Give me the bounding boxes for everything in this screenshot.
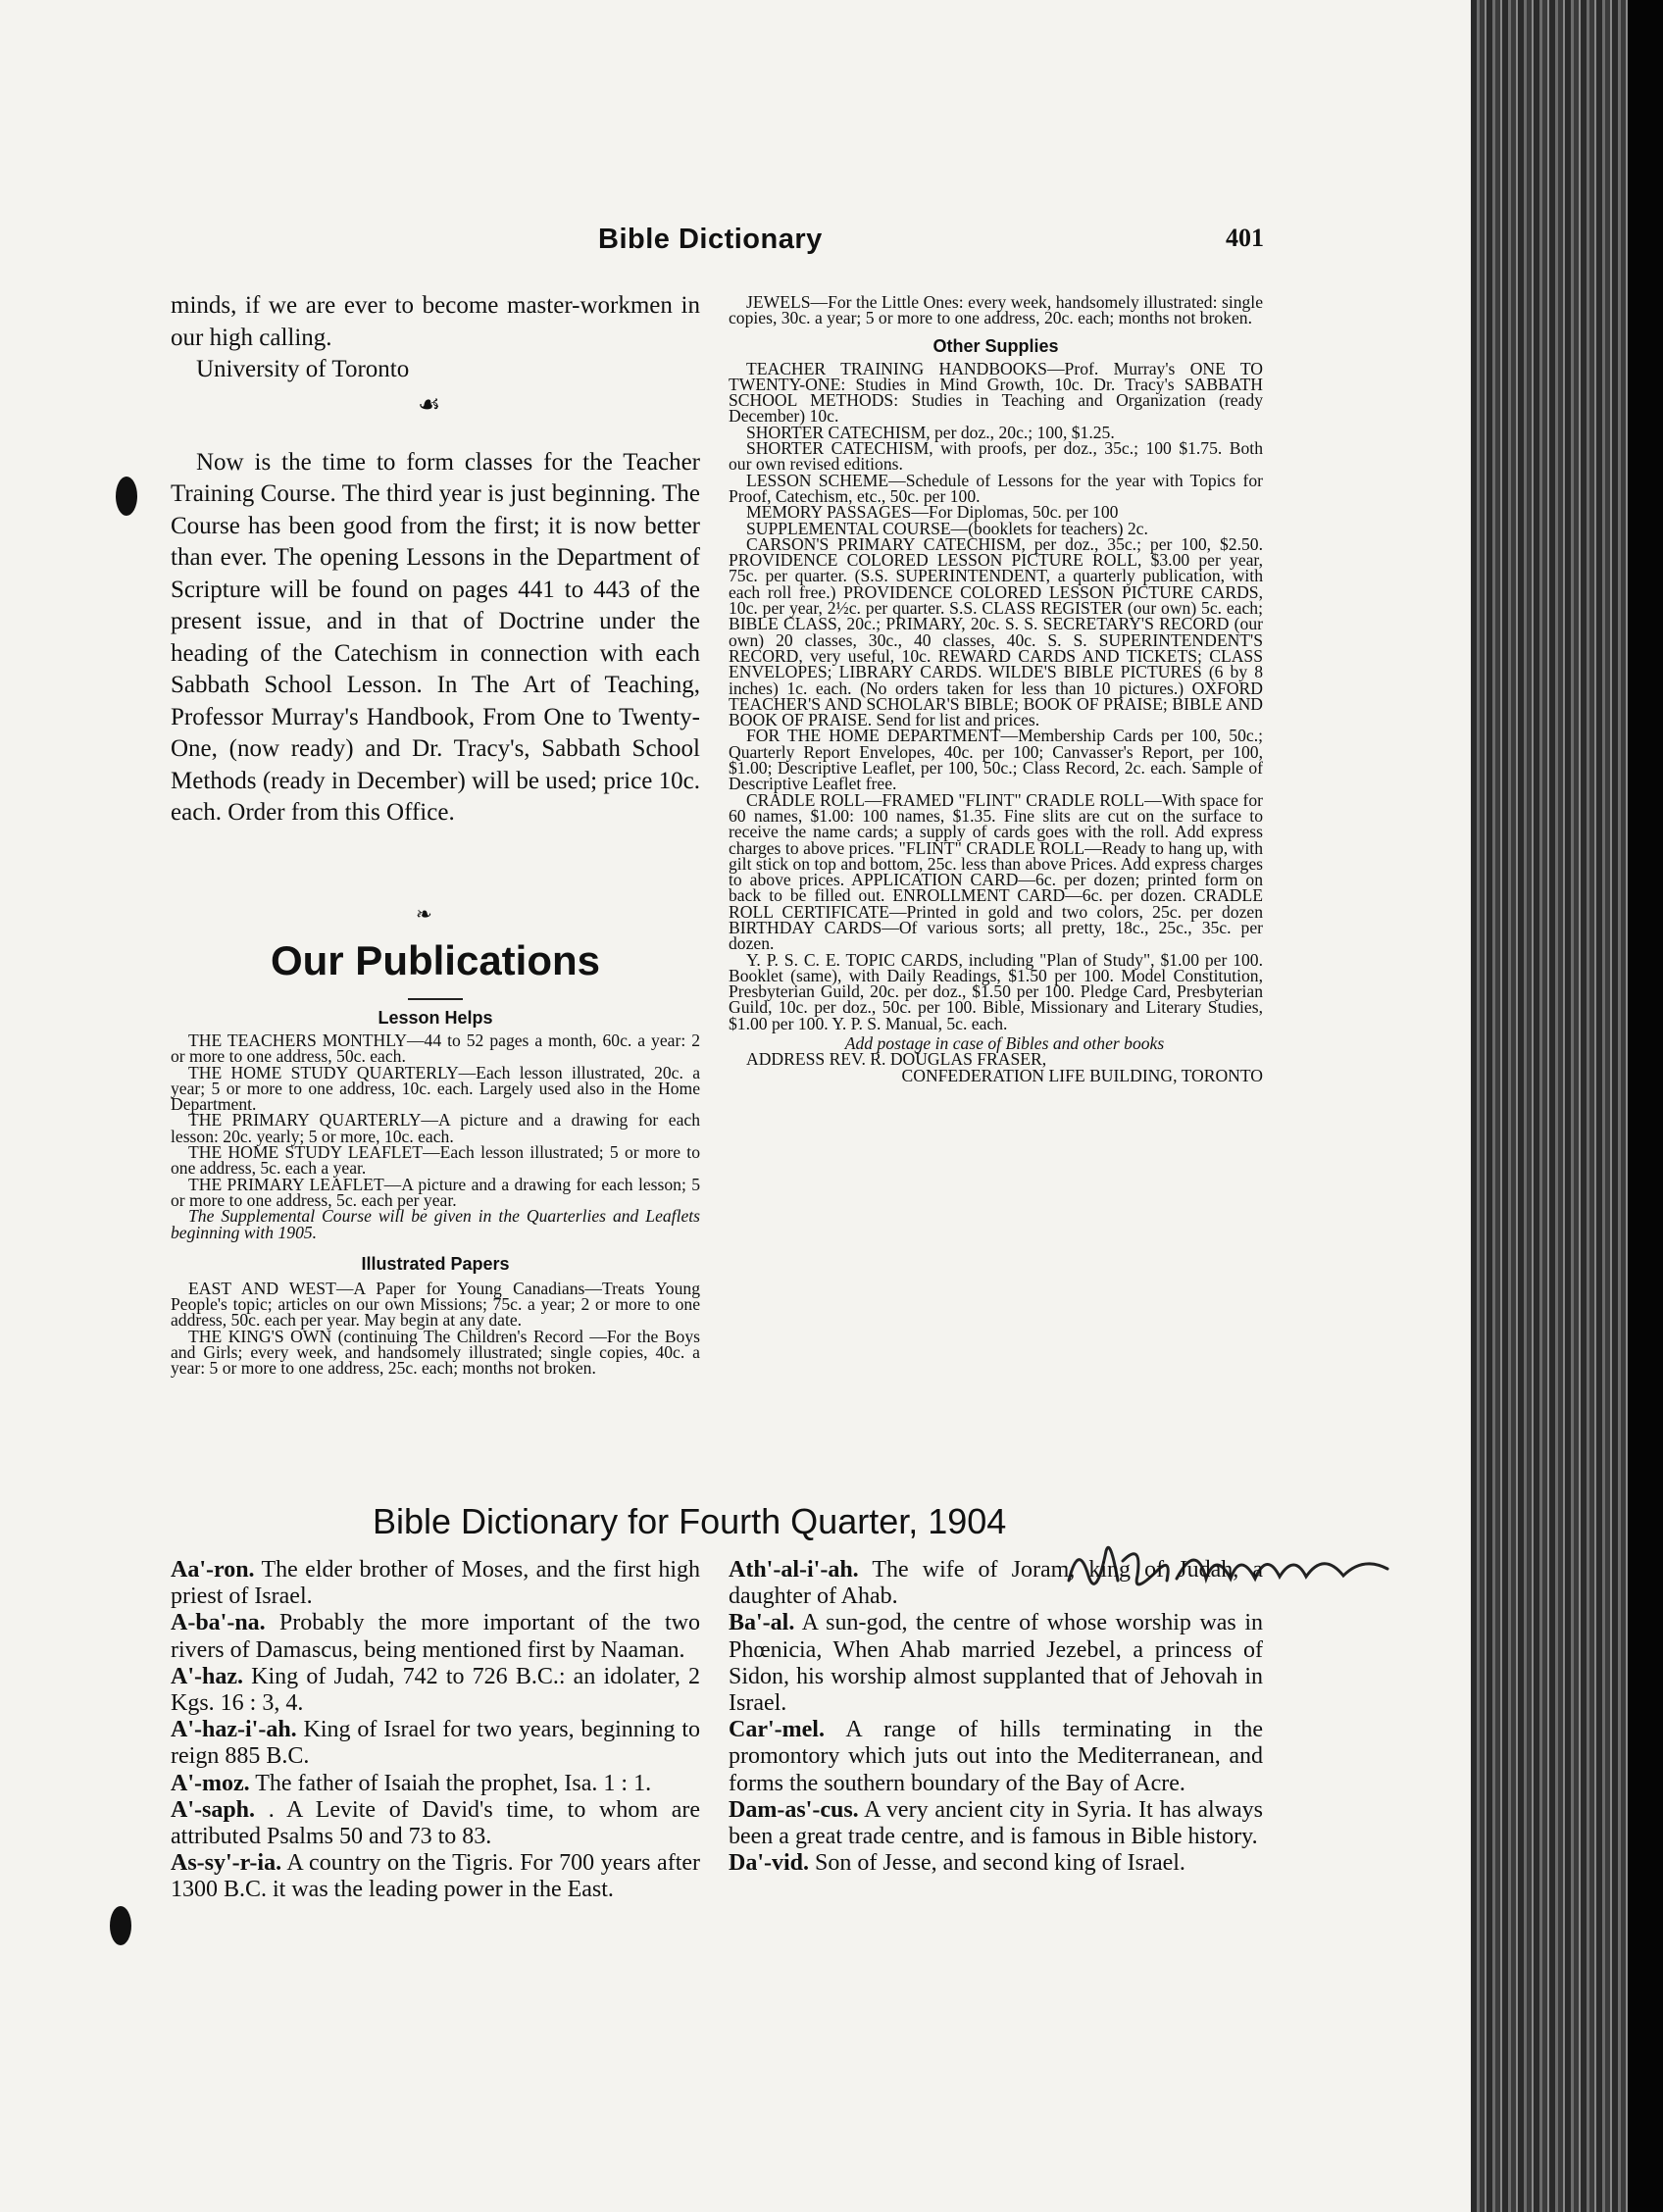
dictionary-entry: A'-haz-i'-ah. King of Israel for two years, beginning to reign 885 B.C. — [171, 1717, 700, 1770]
address-line: CONFEDERATION LIFE BUILDING, TORONTO — [901, 1065, 1263, 1085]
continuation-text: minds, if we are ever to become master-workmen in our high calling. — [171, 292, 700, 351]
dictionary-entry: Ba'-al. A sun-god, the centre of whose worship was in Phœnicia, When Ahab married Jezebel, a princess of Sidon, his worship almost supplanted that of Jehovah in Israel. — [729, 1610, 1263, 1717]
binding-hole — [110, 1906, 131, 1945]
dictionary-title: Bible Dictionary for Fourth Quarter, 1904 — [373, 1501, 1007, 1541]
list-item: LESSON SCHEME—Schedule of Lessons for the year with Topics for Proof, Catechism, etc., 50c. per 100. — [729, 470, 1263, 506]
list-item: TEACHER TRAINING HANDBOOKS—Prof. Murray's ONE TO TWENTY-ONE: Studies in Mind Growth, 10c. Dr. Tracy's SABBATH SCHOOL METHODS: Studies in Teaching and Organization (ready December) 10c. — [729, 358, 1263, 427]
dictionary-entry: Ath'-al-i'-ah. The wife of Joram, king of Judah, a daughter of Ahab. — [729, 1557, 1263, 1610]
publications-title: Our Publications — [270, 937, 601, 983]
list-item: Y. P. S. C. E. TOPIC CARDS, including "Plan of Study", $1.00 per 100. Booklet (same), with Daily Readings, $1.50 per 100. Model Constitution, Presbyterian Guild, 20c. per doz., $1.50 per 100. Pledge Card, Presbyterian Guild, 10c. per doz., 50c. per 100. Bible, Missionary and Literary Studies, $1.00 per 100. Y. P. S. Manual, 5c. each. — [729, 949, 1263, 1033]
list-item: THE HOME STUDY QUARTERLY—Each lesson illustrated, 20c. a year; 5 or more to one address, 10c. each. Largely used also in the Home Department. — [171, 1062, 700, 1115]
dictionary-entry: Da'-vid. Son of Jesse, and second king of Israel. — [729, 1850, 1185, 1877]
list-item: FOR THE HOME DEPARTMENT—Membership Cards per 100, 50c.; Quarterly Report Envelopes, 40c. per 100; Canvasser's Report, per 100, $1.00; Descriptive Leaflet, per 100, 50c.; Class Record, 2c. each. Sample of Descriptive Leaflet free. — [729, 726, 1263, 794]
running-header: Bible Dictionary — [598, 224, 823, 255]
dictionary-entry: Aa'-ron. The elder brother of Moses, and the first high priest of Israel. — [171, 1557, 700, 1610]
lesson-helps-list — [171, 1032, 700, 1240]
postage-note: Add postage in case of Bibles and other books — [844, 1033, 1165, 1054]
publications-section: ❧ Our Publications Lesson Helps THE TEACHERS MONTHLY—44 to 52 pages a month, 60c. a year: 2 or more to one address, 50c. each. THE HOME STUDY QUARTERLY—Each lesson illustrated, 20c. a year; 5 or more to one address, 10c. each. Largely used also in the Home Department. THE PRIMARY QUARTERLY—A picture and a drawing for each lesson: 20c. yearly; 5 or more, 10c. each. THE HOME STUDY LEAFLET—Each lesson illustrated; 5 or more to one address, 5c. each a year. THE PRIMARY LEAFLET—A picture and a drawing for each lesson; 5 or more to one address, 5c. each per year. The Supplemental Course will be given in the Quarterlies and Leaflets beginning with 1905. Illustrated Papers EAST AND WEST—A Paper for Young Canadians—Treats Young People's topic; articles on our own Missions; 75c. a year; 2 or more to one address, 50c. each per year. May begin at any date. THE KING'S OWN (continuing The Children's Record —For the Boys and Girls; every week, and handsomely illustrated; single copies, 40c. a year: 5 or more to one address, 25c. each; months not broken. — [171, 904, 700, 1379]
page-number: 401 — [1226, 224, 1264, 252]
list-item: THE HOME STUDY LEAFLET—Each lesson illustrated; 5 or more to one address, 5c. each a year. — [171, 1142, 700, 1179]
list-item: JEWELS—For the Little Ones: every week, handsomely illustrated: single copies, 30c. a year; 5 or more to one address, 20c. each; months not broken. — [729, 292, 1263, 328]
list-item: The Supplemental Course will be given in the Quarterlies and Leaflets beginning with 1905. — [171, 1206, 700, 1242]
left-column-top — [171, 290, 700, 830]
list-item: SHORTER CATECHISM, per doz., 20c.; 100, $1.25. — [746, 422, 1115, 442]
ornament: ☙ — [418, 389, 441, 419]
illustrated-papers-list — [171, 1278, 700, 1379]
other-supplies-list — [729, 358, 1263, 1085]
dictionary-left-column — [171, 1557, 700, 1904]
list-item: CRADLE ROLL—FRAMED "FLINT" CRADLE ROLL—With space for 60 names, $1.00: 100 names, $1.35. Fine slits are cut on the surface to receive the name cards; a supply of cards goes with the roll. Add express charges to above prices. "FLINT" CRADLE ROLL—Ready to hang up, with gilt stick on top and bottom, 25c. less than above Prices. Add express charges to above prices. APPLICATION CARD—6c. per dozen; printed form on back to be filled out. ENROLLMENT CARD—6c. per dozen. CRADLE ROLL CERTIFICATE—Printed in gold and two colors, 25c. per dozen BIRTHDAY CARDS—Of various sorts; all pretty, 18c., 25c., 35c. per dozen. — [729, 789, 1263, 954]
list-item: THE TEACHERS MONTHLY—44 to 52 pages a month, 60c. a year: 2 or more to one address, 50c. each. — [171, 1031, 700, 1067]
dictionary-entry: A'-haz. King of Judah, 742 to 726 B.C.: an idolater, 2 Kgs. 16 : 3, 4. — [171, 1663, 701, 1717]
list-item: CARSON'S PRIMARY CATECHISM, per doz., 35c.; per 100, $2.50. PROVIDENCE COLORED LESSON PICTURE ROLL, $3.00 per year, 75c. per quarter. (S.S. SUPERINTENDENT, a quarterly publication, with each roll free.) PROVIDENCE COLORED LESSON PICTURE CARDS, 10c. per year, 2½c. per quarter. S.S. CLASS REGISTER (our own) 5c. each; BIBLE CLASS, 20c.; PRIMARY, 20c. S. S. SECRETARY'S RECORD (our own) 20 classes, 30c., 40 classes, 40c. S. S. SUPERINTENDENT'S RECORD, very useful, 10c. REWARD CARDS AND TICKETS; CLASS ENVELOPES; LIBRARY CARDS. WILDE'S BIBLE PICTURES (6 by 8 inches) 1c. each. (No orders taken for less than 10 pictures.) OXFORD TEACHER'S AND SCHOLAR'S BIBLE; BOOK OF PRAISE; BIBLE AND BOOK OF PRAISE. Send for list and prices. — [729, 533, 1263, 730]
illustrated-papers-continued — [729, 294, 1263, 327]
dictionary-entry: A-ba'-na. Probably the more important of the two rivers of Damascus, being mentioned first by Naaman. — [171, 1610, 701, 1663]
list-item: THE PRIMARY QUARTERLY—A picture and a drawing for each lesson: 20c. yearly; 5 or more, 10c. each. — [171, 1110, 700, 1146]
list-item: EAST AND WEST—A Paper for Young Canadians—Treats Young People's topic; articles on our own Missions; 75c. a year; 2 or more to one address, 50c. each per year. May begin at any date. — [171, 1278, 700, 1331]
dark-margin — [1628, 0, 1663, 2212]
dictionary-entry: A'-moz. The father of Isaiah the prophet, Isa. 1 : 1. — [171, 1770, 652, 1796]
list-item: THE KING'S OWN (continuing The Children's Record —For the Boys and Girls; every week, and handsomely illustrated; single copies, 40c. a year: 5 or more to one address, 25c. each; months not broken. — [171, 1326, 700, 1379]
list-item: SHORTER CATECHISM, with proofs, per doz., 35c.; 100 $1.75. Both our own revised editions. — [729, 438, 1263, 475]
illustrated-papers-heading: Illustrated Papers — [361, 1253, 510, 1274]
lesson-helps-heading: Lesson Helps — [378, 1008, 493, 1028]
list-item: MEMORY PASSAGES—For Diplomas, 50c. per 100 — [746, 502, 1119, 523]
address-line: ADDRESS REV. R. DOUGLAS FRASER, — [746, 1049, 1047, 1070]
dictionary-entry: As-sy'-r-ia. A country on the Tigris. For 700 years after 1300 B.C. it was the leading power in the East. — [171, 1850, 701, 1903]
binding-hole — [116, 477, 137, 516]
dictionary-entry: A'-saph. . A Levite of David's time, to whom are attributed Psalms 50 and 73 to 83. — [171, 1796, 700, 1850]
affiliation: University of Toronto — [196, 356, 410, 382]
dictionary-entry: Car'-mel. A range of hills terminating in the promontory which juts out into the Mediterranean, and forms the southern boundary of the Bay of Acre. — [729, 1717, 1263, 1796]
announcement: Now is the time to form classes for the Teacher Training Course. The third year is just beginning. The Course has been good from the first; it is now better than ever. The opening Lessons in the Department of Scripture will be found on pages 441 to 443 of the present issue, and in that of Doctrine under the heading of the Catechism in connection with each Sabbath School Lesson. In The Art of Teaching, Professor Murray's Handbook, From One to Twenty-One, (now ready) and Dr. Tracy's, Sabbath School Methods (ready in December) will be used; price 10c. each. Order from this Office. — [171, 448, 700, 826]
right-column-top — [729, 294, 1263, 1083]
list-item: SUPPLEMENTAL COURSE—(booklets for teachers) 2c. — [746, 518, 1148, 538]
dictionary-right-column — [729, 1557, 1263, 1877]
dictionary-entry: Dam-as'-cus. A very ancient city in Syria. It has always been a great trade centre, and is famous in Bible history. — [729, 1796, 1263, 1850]
other-supplies-heading: Other Supplies — [932, 335, 1059, 356]
list-item: THE PRIMARY LEAFLET—A picture and a drawing for each lesson; 5 or more to one address, 5c. each per year. — [171, 1174, 700, 1210]
divider — [408, 998, 463, 1000]
